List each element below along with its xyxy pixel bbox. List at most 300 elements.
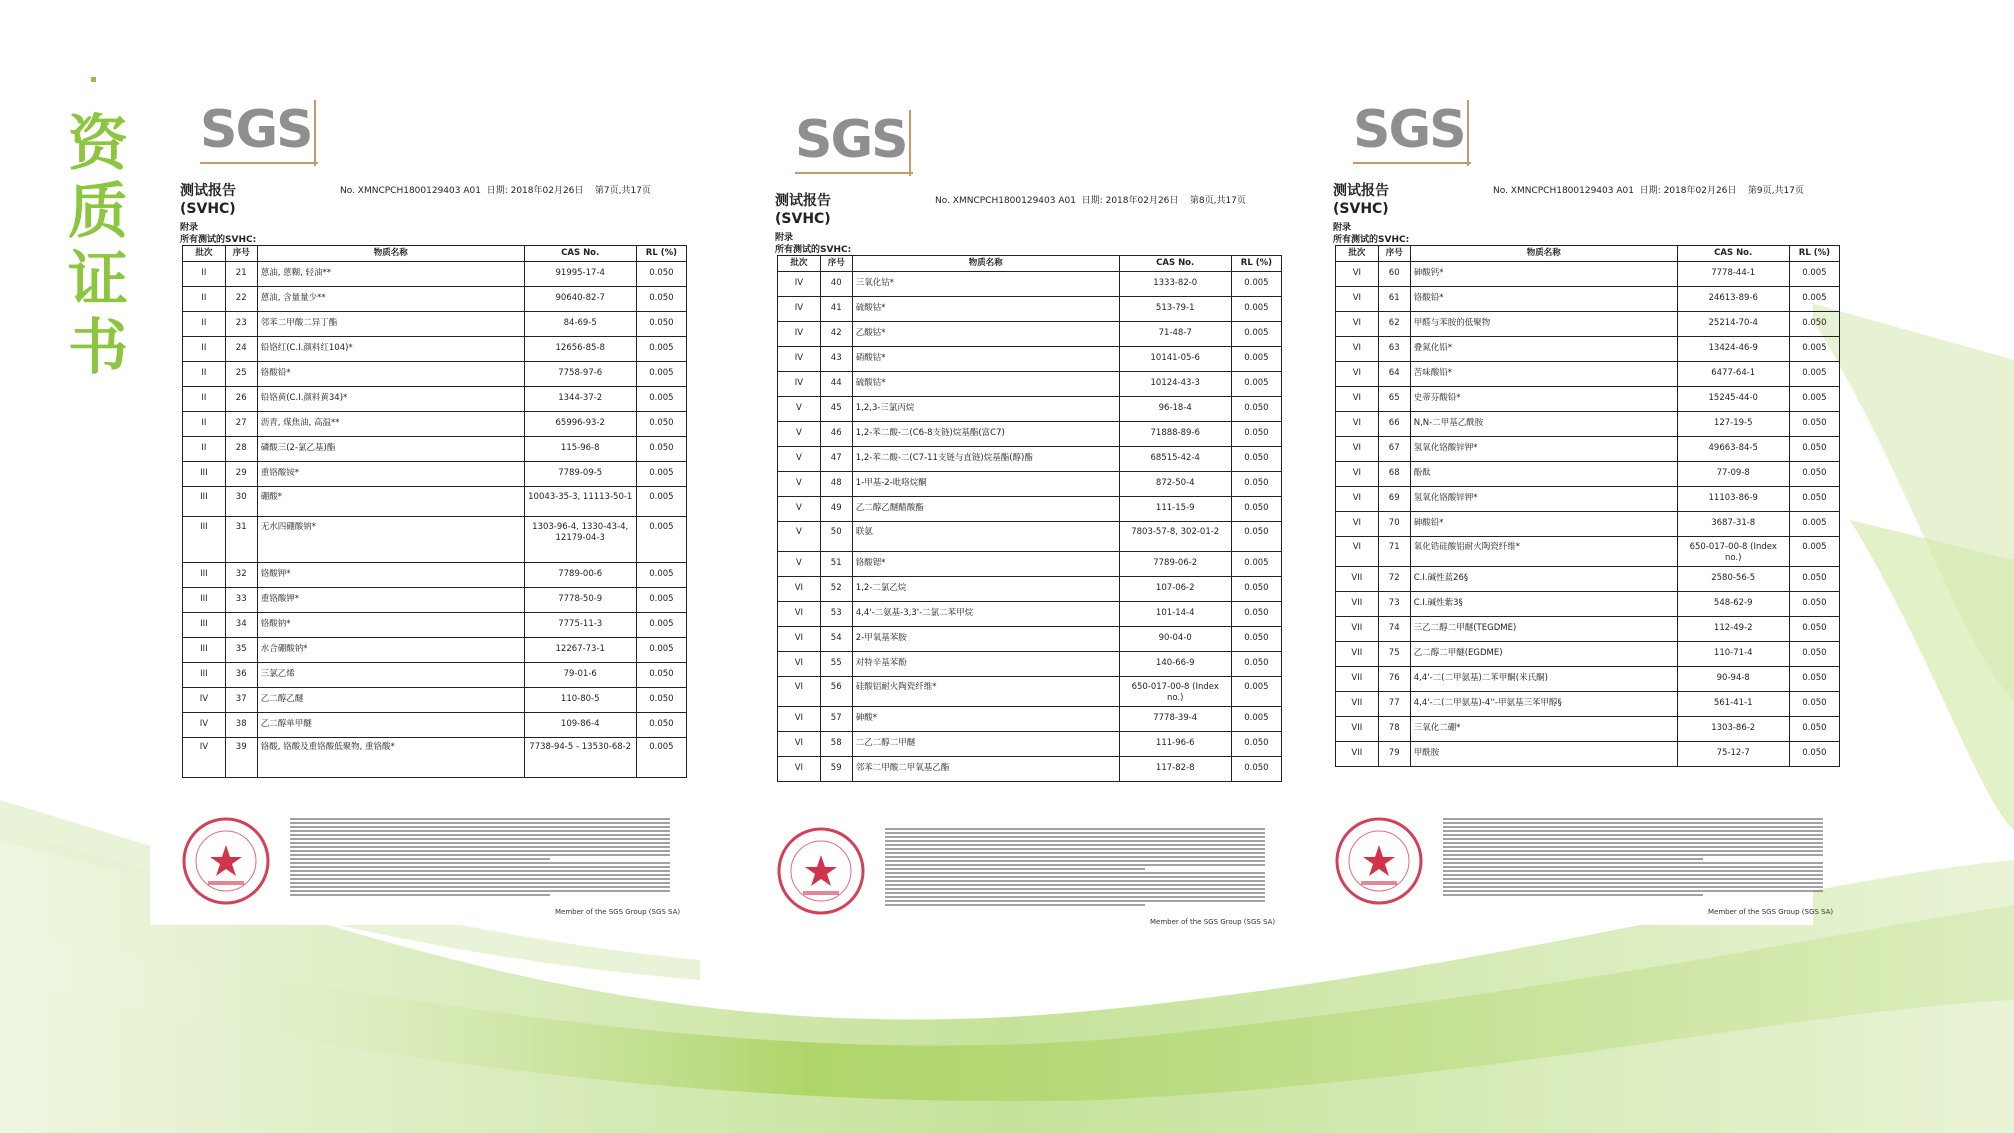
cell-lot: VI xyxy=(1336,387,1379,412)
official-seal-stamp xyxy=(1333,815,1425,907)
cell-number: 21 xyxy=(225,262,257,287)
cell-rl: 0.050 xyxy=(1789,462,1839,487)
table-row xyxy=(183,287,687,312)
cell-cas-number: 13424-46-9 xyxy=(1677,337,1789,362)
cell-cas-number: 65996-93-2 xyxy=(524,412,636,437)
report-title: 测试报告 xyxy=(1333,183,1389,199)
cell-cas-number: 110-71-4 xyxy=(1677,642,1789,667)
table-row xyxy=(1336,537,1840,567)
sgs-logo xyxy=(1353,100,1471,164)
side-title-char: 质 xyxy=(68,177,128,247)
cell-lot: III xyxy=(183,462,226,487)
cell-rl: 0.050 xyxy=(1789,567,1839,592)
cell-rl: 0.050 xyxy=(1231,577,1281,602)
cell-number: 79 xyxy=(1378,742,1410,767)
cell-number: 50 xyxy=(820,522,852,552)
table-row xyxy=(778,707,1282,732)
cell-substance-name: 乙二醇单甲醚 xyxy=(257,713,524,738)
cell-substance-name: 沥青, 煤焦油, 高温** xyxy=(257,412,524,437)
table-row xyxy=(1336,437,1840,462)
cell-number: 34 xyxy=(225,613,257,638)
cell-substance-name: 三氯乙烯 xyxy=(257,663,524,688)
cell-substance-name: 重铬酸铵* xyxy=(257,462,524,487)
cell-number: 49 xyxy=(820,497,852,522)
report-meta xyxy=(935,195,1246,207)
cell-rl: 0.050 xyxy=(1231,732,1281,757)
cell-rl: 0.050 xyxy=(1789,487,1839,512)
cell-lot: IV xyxy=(778,372,821,397)
cell-cas-number: 7778-44-1 xyxy=(1677,262,1789,287)
cell-substance-name: 对特辛基苯酚 xyxy=(852,652,1119,677)
cell-rl: 0.050 xyxy=(1789,592,1839,617)
side-title-char: 证 xyxy=(68,245,128,315)
cell-cas-number: 872-50-4 xyxy=(1119,472,1231,497)
cell-lot: VI xyxy=(1336,487,1379,512)
cell-number: 61 xyxy=(1378,287,1410,312)
cell-substance-name: 重铬酸钾* xyxy=(257,588,524,613)
cell-substance-name: 三乙二醇二甲醚(TEGDME) xyxy=(1410,617,1677,642)
cell-substance-name: 苦味酸铅* xyxy=(1410,362,1677,387)
cell-lot: IV xyxy=(778,322,821,347)
cell-substance-name: 氢氧化铬酸锌钾* xyxy=(1410,487,1677,512)
table-row xyxy=(778,577,1282,602)
header-cas: CAS No. xyxy=(1677,246,1789,262)
side-title xyxy=(58,110,138,382)
table-row xyxy=(778,397,1282,422)
cell-cas-number: 107-06-2 xyxy=(1119,577,1231,602)
cell-number: 65 xyxy=(1378,387,1410,412)
cell-lot: VII xyxy=(1336,617,1379,642)
cell-rl: 0.050 xyxy=(1231,422,1281,447)
cell-cas-number: 25214-70-4 xyxy=(1677,312,1789,337)
table-row xyxy=(1336,617,1840,642)
report-page: 第9页,共17页 xyxy=(1747,186,1804,196)
cell-cas-number: 68515-42-4 xyxy=(1119,447,1231,472)
all-tested-label: 所有测试的SVHC: xyxy=(1333,235,1410,245)
table-row xyxy=(778,447,1282,472)
cell-cas-number: 90640-82-7 xyxy=(524,287,636,312)
cell-number: 24 xyxy=(225,337,257,362)
cell-rl: 0.005 xyxy=(636,738,686,778)
table-header-row xyxy=(1336,246,1840,262)
cell-rl: 0.050 xyxy=(636,713,686,738)
cell-number: 31 xyxy=(225,517,257,563)
cell-lot: VII xyxy=(1336,642,1379,667)
cell-cas-number: 77-09-8 xyxy=(1677,462,1789,487)
cell-lot: VI xyxy=(778,602,821,627)
cell-rl: 0.050 xyxy=(1789,312,1839,337)
cell-substance-name: 1,2,3-三氯丙烷 xyxy=(852,397,1119,422)
cell-number: 52 xyxy=(820,577,852,602)
cell-rl: 0.050 xyxy=(636,312,686,337)
cell-rl: 0.005 xyxy=(1231,272,1281,297)
cell-lot: VI xyxy=(1336,312,1379,337)
cell-rl: 0.005 xyxy=(1789,512,1839,537)
cell-number: 27 xyxy=(225,412,257,437)
cell-substance-name: 砷酸铅* xyxy=(1410,512,1677,537)
cell-lot: VI xyxy=(778,627,821,652)
cell-rl: 0.050 xyxy=(636,437,686,462)
cell-cas-number: 140-66-9 xyxy=(1119,652,1231,677)
cell-substance-name: 蒽油, 蒽糊, 轻油** xyxy=(257,262,524,287)
cell-lot: III xyxy=(183,588,226,613)
table-row xyxy=(183,412,687,437)
table-row xyxy=(183,487,687,517)
cell-rl: 0.050 xyxy=(636,262,686,287)
cell-lot: IV xyxy=(778,297,821,322)
cell-cas-number: 7758-97-6 xyxy=(524,362,636,387)
annex-label: 附录 xyxy=(775,233,794,243)
cell-rl: 0.005 xyxy=(1789,362,1839,387)
cell-substance-name: 甲酰胺 xyxy=(1410,742,1677,767)
cell-number: 59 xyxy=(820,757,852,782)
cell-rl: 0.005 xyxy=(636,563,686,588)
cell-number: 54 xyxy=(820,627,852,652)
table-row xyxy=(183,517,687,563)
header-name: 物质名称 xyxy=(852,256,1119,272)
cell-number: 78 xyxy=(1378,717,1410,742)
cell-lot: VI xyxy=(1336,337,1379,362)
cell-cas-number: 71888-89-6 xyxy=(1119,422,1231,447)
cell-rl: 0.005 xyxy=(636,588,686,613)
cell-number: 42 xyxy=(820,322,852,347)
header-lot: 批次 xyxy=(183,246,226,262)
cell-lot: II xyxy=(183,287,226,312)
cell-lot: III xyxy=(183,487,226,517)
report-page: 第7页,共17页 xyxy=(594,186,651,196)
cell-lot: II xyxy=(183,262,226,287)
table-row xyxy=(778,522,1282,552)
cell-substance-name: 硫酸钴* xyxy=(852,372,1119,397)
certificate-page-1 xyxy=(150,90,681,925)
header-rl: RL (%) xyxy=(1231,256,1281,272)
report-subtitle: (SVHC) xyxy=(180,201,236,217)
cell-number: 39 xyxy=(225,738,257,778)
cell-rl: 0.050 xyxy=(1231,522,1281,552)
table-row xyxy=(778,757,1282,782)
cell-lot: V xyxy=(778,447,821,472)
report-date: 日期: 2018年02月26日 xyxy=(1639,186,1737,196)
cell-rl: 0.050 xyxy=(1231,627,1281,652)
cell-number: 51 xyxy=(820,552,852,577)
cell-substance-name: 1,2-苯二酸-二(C6-8支链)烷基酯(富C7) xyxy=(852,422,1119,447)
report-meta xyxy=(1493,185,1804,197)
cell-cas-number: 548-62-9 xyxy=(1677,592,1789,617)
report-page: 第8页,共17页 xyxy=(1189,196,1246,206)
cell-number: 77 xyxy=(1378,692,1410,717)
cell-number: 29 xyxy=(225,462,257,487)
report-subtitle: (SVHC) xyxy=(1333,201,1389,217)
cell-lot: VI xyxy=(1336,462,1379,487)
cell-lot: V xyxy=(778,522,821,552)
cell-rl: 0.050 xyxy=(1231,602,1281,627)
cell-lot: II xyxy=(183,337,226,362)
cell-substance-name: 氧化锆硅酸铝耐火陶瓷纤维* xyxy=(1410,537,1677,567)
cell-cas-number: 15245-44-0 xyxy=(1677,387,1789,412)
table-row xyxy=(1336,567,1840,592)
table-row xyxy=(1336,487,1840,512)
cell-rl: 0.005 xyxy=(1789,387,1839,412)
cell-number: 64 xyxy=(1378,362,1410,387)
cell-number: 41 xyxy=(820,297,852,322)
cell-number: 58 xyxy=(820,732,852,757)
cell-cas-number: 127-19-5 xyxy=(1677,412,1789,437)
table-row xyxy=(1336,592,1840,617)
cell-cas-number: 7789-06-2 xyxy=(1119,552,1231,577)
cell-cas-number: 10124-43-3 xyxy=(1119,372,1231,397)
report-number: No. XMNCPCH1800129403 A01 xyxy=(1493,186,1634,196)
cell-rl: 0.005 xyxy=(1231,372,1281,397)
cell-rl: 0.005 xyxy=(1789,287,1839,312)
table-row xyxy=(778,652,1282,677)
official-seal-stamp xyxy=(775,825,867,917)
cell-cas-number: 7775-11-3 xyxy=(524,613,636,638)
cell-substance-name: 铬酸铅* xyxy=(1410,287,1677,312)
cell-number: 46 xyxy=(820,422,852,447)
cell-cas-number: 10141-05-6 xyxy=(1119,347,1231,372)
cell-cas-number: 561-41-1 xyxy=(1677,692,1789,717)
table-header-row xyxy=(778,256,1282,272)
cell-rl: 0.050 xyxy=(1231,497,1281,522)
legal-disclaimer-fineprint xyxy=(885,828,1265,908)
cell-substance-name: 三氧化钴* xyxy=(852,272,1119,297)
table-row xyxy=(183,638,687,663)
cell-substance-name: 乙酸钴* xyxy=(852,322,1119,347)
cell-cas-number: 7789-09-5 xyxy=(524,462,636,487)
cell-cas-number: 111-15-9 xyxy=(1119,497,1231,522)
sgs-member-note: Member of the SGS Group (SGS SA) xyxy=(555,908,681,916)
cell-substance-name: 铬酸, 铬酸及重铬酸低聚物, 重铬酸* xyxy=(257,738,524,778)
cell-lot: VI xyxy=(1336,437,1379,462)
cell-number: 66 xyxy=(1378,412,1410,437)
table-row xyxy=(183,437,687,462)
cell-lot: II xyxy=(183,437,226,462)
cell-number: 26 xyxy=(225,387,257,412)
cell-cas-number: 115-96-8 xyxy=(524,437,636,462)
cell-substance-name: 三氧化二硼* xyxy=(1410,717,1677,742)
cell-lot: VI xyxy=(778,707,821,732)
table-row xyxy=(1336,717,1840,742)
cell-lot: VI xyxy=(778,757,821,782)
table-row xyxy=(778,347,1282,372)
cell-lot: II xyxy=(183,312,226,337)
sgs-logo xyxy=(200,100,318,164)
cell-number: 68 xyxy=(1378,462,1410,487)
side-title-char: 资 xyxy=(68,109,128,179)
certificate-page-2 xyxy=(745,100,1276,935)
table-row xyxy=(183,462,687,487)
sgs-logo-text: SGS xyxy=(1353,100,1465,160)
cell-lot: IV xyxy=(183,713,226,738)
cell-substance-name: 2-甲氧基苯胺 xyxy=(852,627,1119,652)
cell-rl: 0.050 xyxy=(636,287,686,312)
cell-number: 38 xyxy=(225,713,257,738)
cell-cas-number: 1303-86-2 xyxy=(1677,717,1789,742)
cell-substance-name: 水合硼酸钠* xyxy=(257,638,524,663)
table-row xyxy=(183,663,687,688)
cell-lot: V xyxy=(778,497,821,522)
table-row xyxy=(778,732,1282,757)
cell-substance-name: 铬酸锶* xyxy=(852,552,1119,577)
svhc-table xyxy=(777,255,1282,782)
cell-cas-number: 513-79-1 xyxy=(1119,297,1231,322)
svhc-table xyxy=(182,245,687,778)
cell-substance-name: 砷酸钙* xyxy=(1410,262,1677,287)
cell-number: 48 xyxy=(820,472,852,497)
cell-substance-name: 4,4'-二(二甲氨基)-4''-甲氨基三苯甲醇§ xyxy=(1410,692,1677,717)
cell-number: 69 xyxy=(1378,487,1410,512)
cell-substance-name: 无水四硼酸钠* xyxy=(257,517,524,563)
cell-number: 76 xyxy=(1378,667,1410,692)
table-row xyxy=(1336,742,1840,767)
cell-substance-name: 邻苯二甲酸二甲氧基乙酯 xyxy=(852,757,1119,782)
certificate-page-3 xyxy=(1303,90,1834,925)
cell-number: 67 xyxy=(1378,437,1410,462)
side-title-char: 书 xyxy=(68,313,128,383)
table-row xyxy=(778,472,1282,497)
sgs-logo-text: SGS xyxy=(200,100,312,160)
cell-number: 37 xyxy=(225,688,257,713)
cell-lot: VI xyxy=(1336,412,1379,437)
table-row xyxy=(183,312,687,337)
legal-disclaimer-fineprint xyxy=(1443,818,1823,898)
cell-rl: 0.005 xyxy=(636,517,686,563)
header-cas: CAS No. xyxy=(524,246,636,262)
cell-cas-number: 109-86-4 xyxy=(524,713,636,738)
table-row xyxy=(1336,642,1840,667)
report-number: No. XMNCPCH1800129403 A01 xyxy=(935,196,1076,206)
cell-number: 53 xyxy=(820,602,852,627)
cell-number: 25 xyxy=(225,362,257,387)
header-lot: 批次 xyxy=(1336,246,1379,262)
cell-cas-number: 91995-17-4 xyxy=(524,262,636,287)
cell-rl: 0.050 xyxy=(636,663,686,688)
cell-cas-number: 112-49-2 xyxy=(1677,617,1789,642)
cell-lot: VI xyxy=(1336,512,1379,537)
cell-rl: 0.005 xyxy=(636,487,686,517)
cell-lot: V xyxy=(778,397,821,422)
cell-substance-name: 邻苯二甲酸二异丁酯 xyxy=(257,312,524,337)
cell-substance-name: 铅铬红(C.I.颜料红104)* xyxy=(257,337,524,362)
cell-number: 75 xyxy=(1378,642,1410,667)
table-header-row xyxy=(183,246,687,262)
table-row xyxy=(183,613,687,638)
table-row xyxy=(1336,387,1840,412)
report-meta xyxy=(340,185,651,197)
cell-rl: 0.005 xyxy=(636,337,686,362)
cell-number: 22 xyxy=(225,287,257,312)
cell-rl: 0.050 xyxy=(1231,397,1281,422)
header-no: 序号 xyxy=(225,246,257,262)
report-title: 测试报告 xyxy=(180,183,236,199)
cell-rl: 0.050 xyxy=(1789,617,1839,642)
annex-label: 附录 xyxy=(1333,223,1352,233)
sgs-member-note: Member of the SGS Group (SGS SA) xyxy=(1150,918,1276,926)
report-number: No. XMNCPCH1800129403 A01 xyxy=(340,186,481,196)
cell-substance-name: 硅酸铝耐火陶瓷纤维* xyxy=(852,677,1119,707)
title-dot xyxy=(91,77,96,82)
annex-label: 附录 xyxy=(180,223,199,233)
cell-number: 74 xyxy=(1378,617,1410,642)
cell-lot: VII xyxy=(1336,667,1379,692)
cell-substance-name: 乙二醇乙醚醋酸酯 xyxy=(852,497,1119,522)
table-row xyxy=(183,262,687,287)
sgs-member-note: Member of the SGS Group (SGS SA) xyxy=(1708,908,1834,916)
table-row xyxy=(183,688,687,713)
cell-number: 35 xyxy=(225,638,257,663)
cell-lot: IV xyxy=(778,272,821,297)
cell-number: 56 xyxy=(820,677,852,707)
cell-lot: VI xyxy=(1336,362,1379,387)
cell-cas-number: 79-01-6 xyxy=(524,663,636,688)
header-name: 物质名称 xyxy=(1410,246,1677,262)
cell-rl: 0.050 xyxy=(1231,757,1281,782)
cell-cas-number: 12656-85-8 xyxy=(524,337,636,362)
header-rl: RL (%) xyxy=(636,246,686,262)
cell-rl: 0.050 xyxy=(1789,412,1839,437)
table-row xyxy=(778,497,1282,522)
cell-cas-number: 10043-35-3, 11113-50-1 xyxy=(524,487,636,517)
cell-cas-number: 111-96-6 xyxy=(1119,732,1231,757)
table-row xyxy=(183,588,687,613)
cell-substance-name: 硫酸钴* xyxy=(852,297,1119,322)
sgs-logo-text: SGS xyxy=(795,110,907,170)
table-row xyxy=(778,372,1282,397)
table-row xyxy=(778,627,1282,652)
cell-cas-number: 110-80-5 xyxy=(524,688,636,713)
sgs-logo xyxy=(795,110,913,174)
cell-substance-name: 酚酞 xyxy=(1410,462,1677,487)
cell-cas-number: 7789-00-6 xyxy=(524,563,636,588)
cell-cas-number: 71-48-7 xyxy=(1119,322,1231,347)
cell-substance-name: 铬酸钠* xyxy=(257,613,524,638)
cell-cas-number: 1303-96-4, 1330-43-4, 12179-04-3 xyxy=(524,517,636,563)
cell-substance-name: 铬酸钾* xyxy=(257,563,524,588)
cell-cas-number: 6477-64-1 xyxy=(1677,362,1789,387)
cell-substance-name: 叠氮化铅* xyxy=(1410,337,1677,362)
all-tested-label: 所有测试的SVHC: xyxy=(180,235,257,245)
table-row xyxy=(183,362,687,387)
table-row xyxy=(183,563,687,588)
cell-lot: V xyxy=(778,472,821,497)
table-row xyxy=(1336,312,1840,337)
cell-substance-name: 1,2-二氯乙烷 xyxy=(852,577,1119,602)
cell-cas-number: 12267-73-1 xyxy=(524,638,636,663)
cell-cas-number: 7778-39-4 xyxy=(1119,707,1231,732)
table-row xyxy=(183,337,687,362)
cell-lot: VI xyxy=(778,677,821,707)
cell-rl: 0.005 xyxy=(1231,322,1281,347)
table-row xyxy=(1336,337,1840,362)
cell-rl: 0.005 xyxy=(1789,537,1839,567)
table-row xyxy=(778,677,1282,707)
cell-cas-number: 90-04-0 xyxy=(1119,627,1231,652)
cell-number: 60 xyxy=(1378,262,1410,287)
header-lot: 批次 xyxy=(778,256,821,272)
cell-number: 73 xyxy=(1378,592,1410,617)
table-row xyxy=(778,297,1282,322)
cell-rl: 0.050 xyxy=(1231,652,1281,677)
header-name: 物质名称 xyxy=(257,246,524,262)
cell-substance-name: 铅铬黄(C.I.颜料黄34)* xyxy=(257,387,524,412)
cell-substance-name: 4,4'-二(二甲氨基)二苯甲酮(米氏酮) xyxy=(1410,667,1677,692)
cell-rl: 0.005 xyxy=(1231,677,1281,707)
cell-cas-number: 75-12-7 xyxy=(1677,742,1789,767)
cell-substance-name: 联氨 xyxy=(852,522,1119,552)
cell-cas-number: 1344-37-2 xyxy=(524,387,636,412)
legal-disclaimer-fineprint xyxy=(290,818,670,898)
cell-number: 28 xyxy=(225,437,257,462)
